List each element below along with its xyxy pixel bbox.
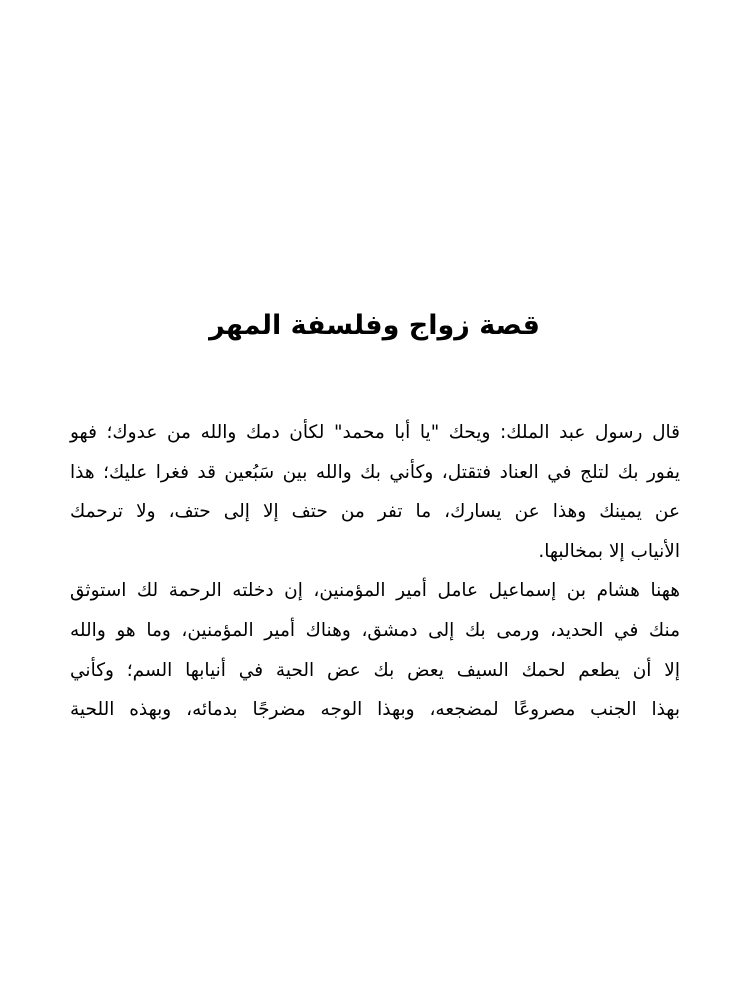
paragraph-1 xyxy=(70,413,680,571)
document-body xyxy=(70,413,680,730)
document-title: قصة زواج وفلسفة المهر xyxy=(209,310,540,341)
text-line: عن يمينك وهذا عن يسارك، ما تفر من حتف إلا إلى حتف، ولا ترحمك xyxy=(70,501,680,523)
text-line: الأنياب إلا بمخالبها. xyxy=(538,540,680,562)
text-line: منك في الحديد، ورمى بك إلى دمشق، وهناك أمير المؤمنين، وما هو والله xyxy=(70,619,680,641)
text-line: قال رسول عبد الملك: ويحك "يا أبا محمد" لكأن دمك والله من عدوك؛ فهو xyxy=(70,422,680,443)
text-line: ههنا هشام بن إسماعيل عامل أمير المؤمنين، إن دخلته الرحمة لك استوثق xyxy=(70,580,680,602)
text-line: بهذا الجنب مصروعًا لمضجعه، وبهذا الوجه مضرجًا بدمائه، وبهذه اللحية xyxy=(70,699,680,721)
text-line: إلا أن يطعم لحمك السيف يعض بك عض الحية في أنيابها السم؛ وكأني xyxy=(70,659,680,681)
text-line: يفور بك لتلج في العناد فتقتل، وكأني بك والله بين سَبُعين قد فغرا عليك؛ هذا xyxy=(70,461,680,483)
paragraph-2 xyxy=(70,571,680,729)
